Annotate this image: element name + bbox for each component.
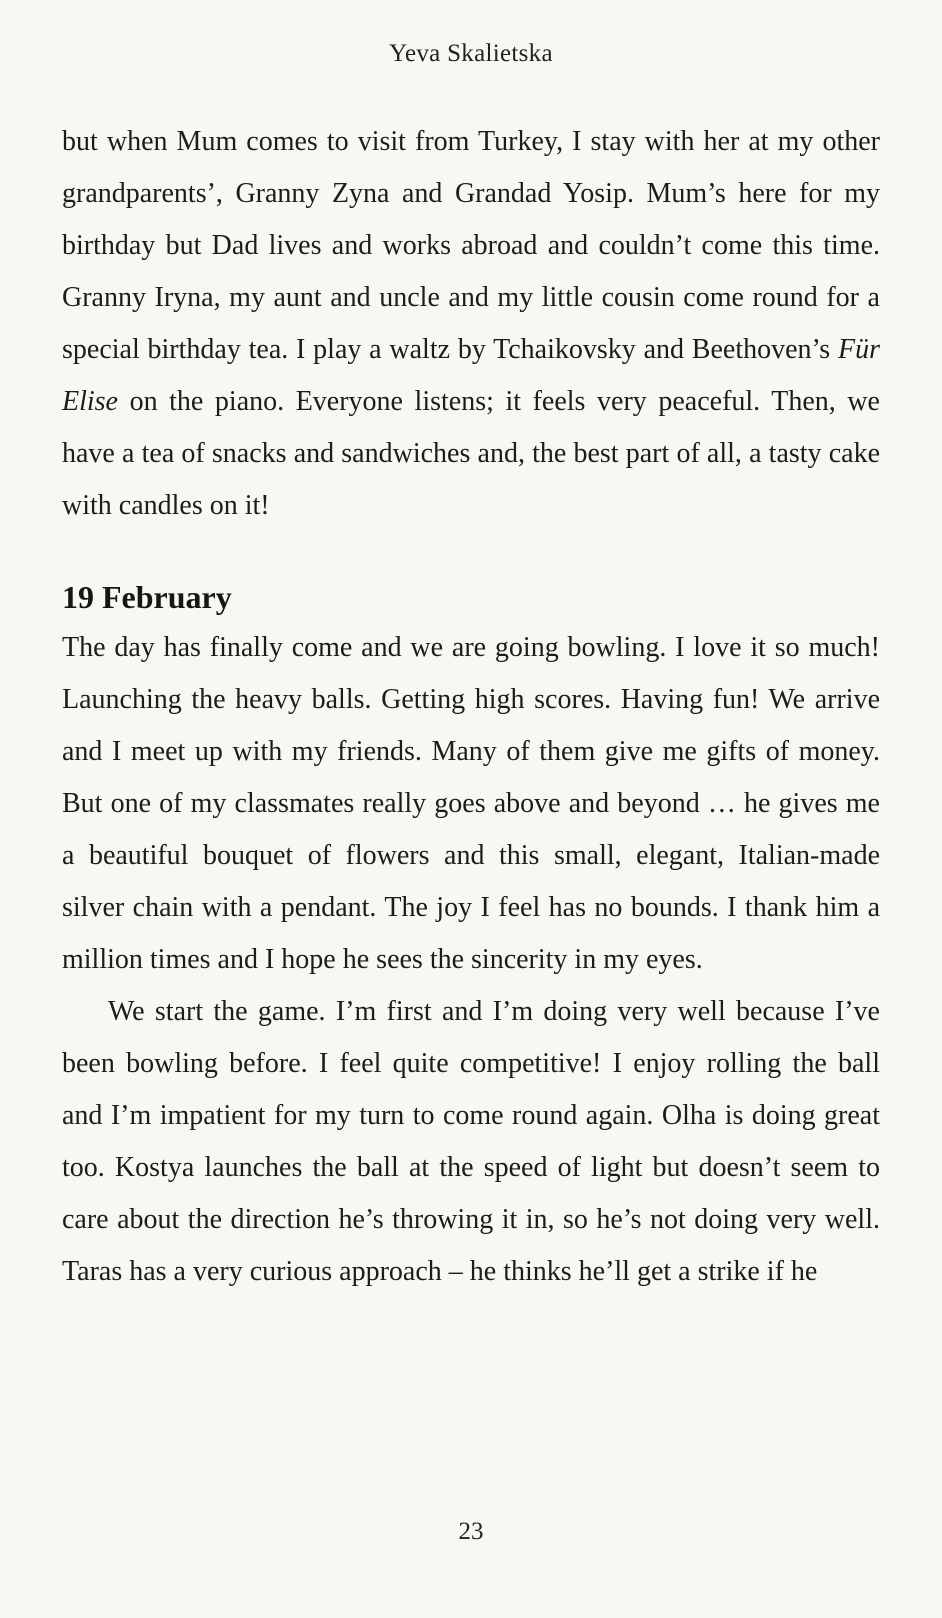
paragraph-text: but when Mum comes to visit from Turkey, I stay with her at my other grandparents’, Granny Zyna and Grandad Yosip. Mum’s here for my birthday but Dad lives and works abroad and couldn’t come this time. Granny Iryna, my aunt and uncle and my little cousin come round for a special birthday tea. I play a waltz by Tchaikovsky and Beethoven’s <box>62 126 880 365</box>
page-body-text <box>62 622 880 1298</box>
paragraph: The day has finally come and we are going bowling. I love it so much! Launching the heavy balls. Getting high scores. Having fun! We arrive and I meet up with my friends. Many of them give me gifts of money. But one of my classmates really goes above and beyond … he gives me a beautiful bouquet of flowers and this small, elegant, Italian-made silver chain with a pendant. The joy I feel has no bounds. I thank him a million times and I hope he sees the sincerity in my eyes. <box>62 632 880 976</box>
page-body-text <box>62 116 880 532</box>
page-number: 23 <box>458 1518 484 1545</box>
running-header: Yeva Skalietska <box>389 40 553 67</box>
paragraph: We start the game. I’m first and I’m doing very well because I’ve been bowling before. I feel quite competitive! I enjoy rolling the ball and I’m impatient for my turn to come round again. Olha is doing great too. Kostya launches the ball at the speed of light but doesn’t seem to care about the direction he’s throwing it in, so he’s not doing very well. Taras has a very curious approach – he thinks he’ll get a strike if he <box>62 996 880 1288</box>
paragraph-text: on the piano. Everyone listens; it feels very peaceful. Then, we have a tea of snacks and sandwiches and, the best part of all, a tasty cake with candles on it! <box>62 386 880 521</box>
italic-work-title: Für Elise <box>62 334 880 417</box>
paragraph <box>62 116 880 532</box>
section-heading-date: 19 February <box>62 579 232 615</box>
